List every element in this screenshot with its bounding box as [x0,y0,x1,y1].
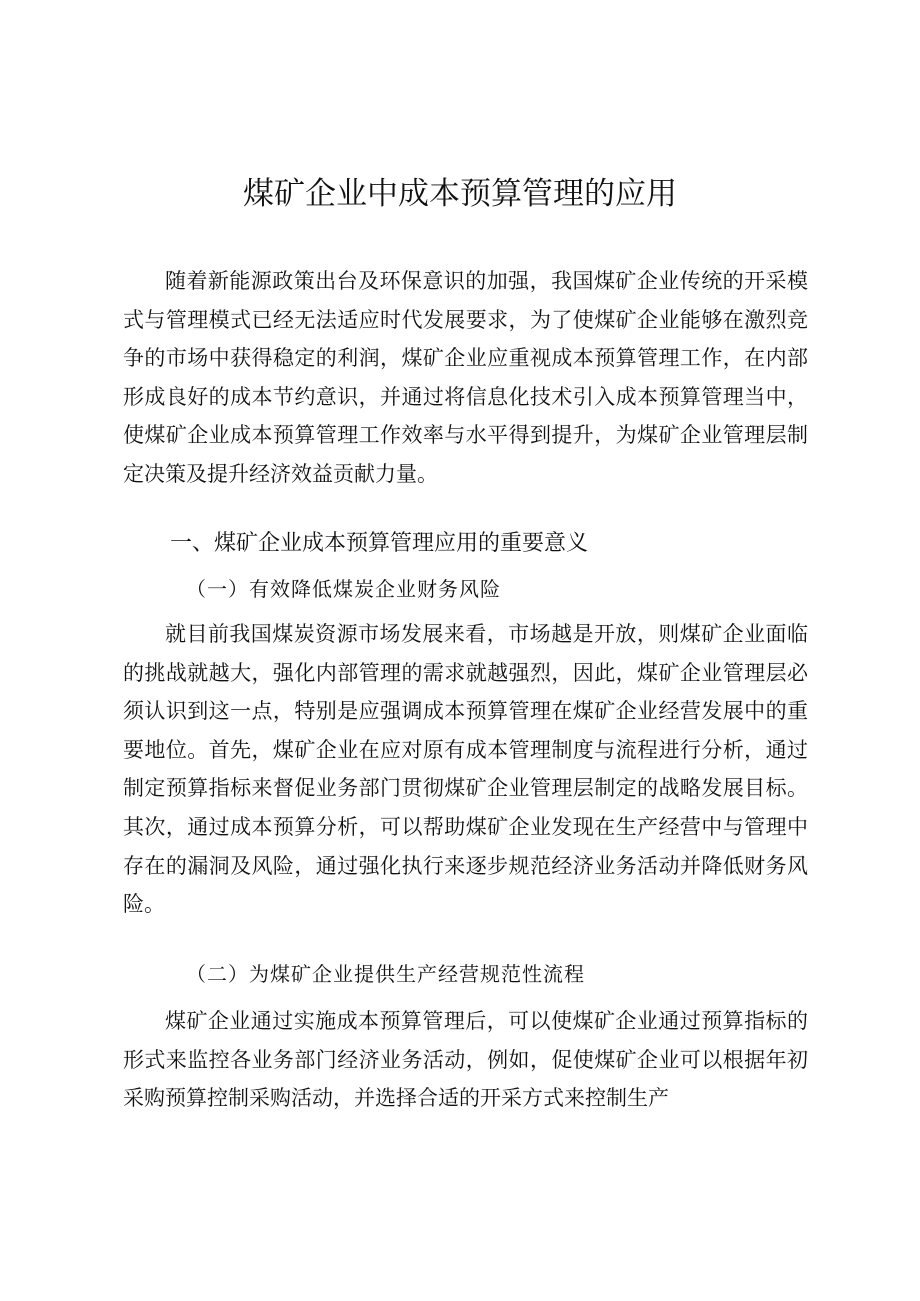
document-title: 煤矿企业中成本预算管理的应用 [243,176,677,212]
subsection-paragraph-standard-process: 煤矿企业通过实施成本预算管理后，可以使煤矿企业通过预算指标的形式来监控各业务部门经济业务活动，例如，促使煤矿企业可以根据年初采购预算控制采购活动，并选择合适的开采方式来控制生产 [123,1009,808,1111]
subsection-heading-standard-process: （二）为煤矿企业提供生产经营规范性流程 [186,962,585,986]
subsection-heading-financial-risk: （一）有效降低煤炭企业财务风险 [186,577,501,601]
subsection-paragraph-financial-risk: 就目前我国煤炭资源市场发展来看，市场越是开放，则煤矿企业面临的挑战就越大，强化内部管理的需求就越强烈，因此，煤矿企业管理层必须认识到这一点，特别是应强调成本预算管理在煤矿企业经营发展中的重要地位。首先，煤矿企业在应对原有成本管理制度与流程进行分析，通过制定预算指标来督促业务部门贯彻煤矿企业管理层制定的战略发展目标。其次，通过成本预算分析，可以帮助煤矿企业发现在生产经营中与管理中存在的漏洞及风险，通过强化执行来逐步规范经济业务活动并降低财务风险。 [123,622,808,917]
section-heading-significance: 一、煤矿企业成本预算管理应用的重要意义 [170,531,589,556]
intro-paragraph: 随着新能源政策出台及环保意识的加强，我国煤矿企业传统的开采模式与管理模式已经无法适应时代发展要求，为了使煤矿企业能够在激烈竞争的市场中获得稳定的利润，煤矿企业应重视成本预算管理工作，在内部形成良好的成本节约意识，并通过将信息化技术引入成本预算管理当中，使煤矿企业成本预算管理工作效率与水平得到提升，为煤矿企业管理层制定决策及提升经济效益贡献力量。 [123,269,808,486]
